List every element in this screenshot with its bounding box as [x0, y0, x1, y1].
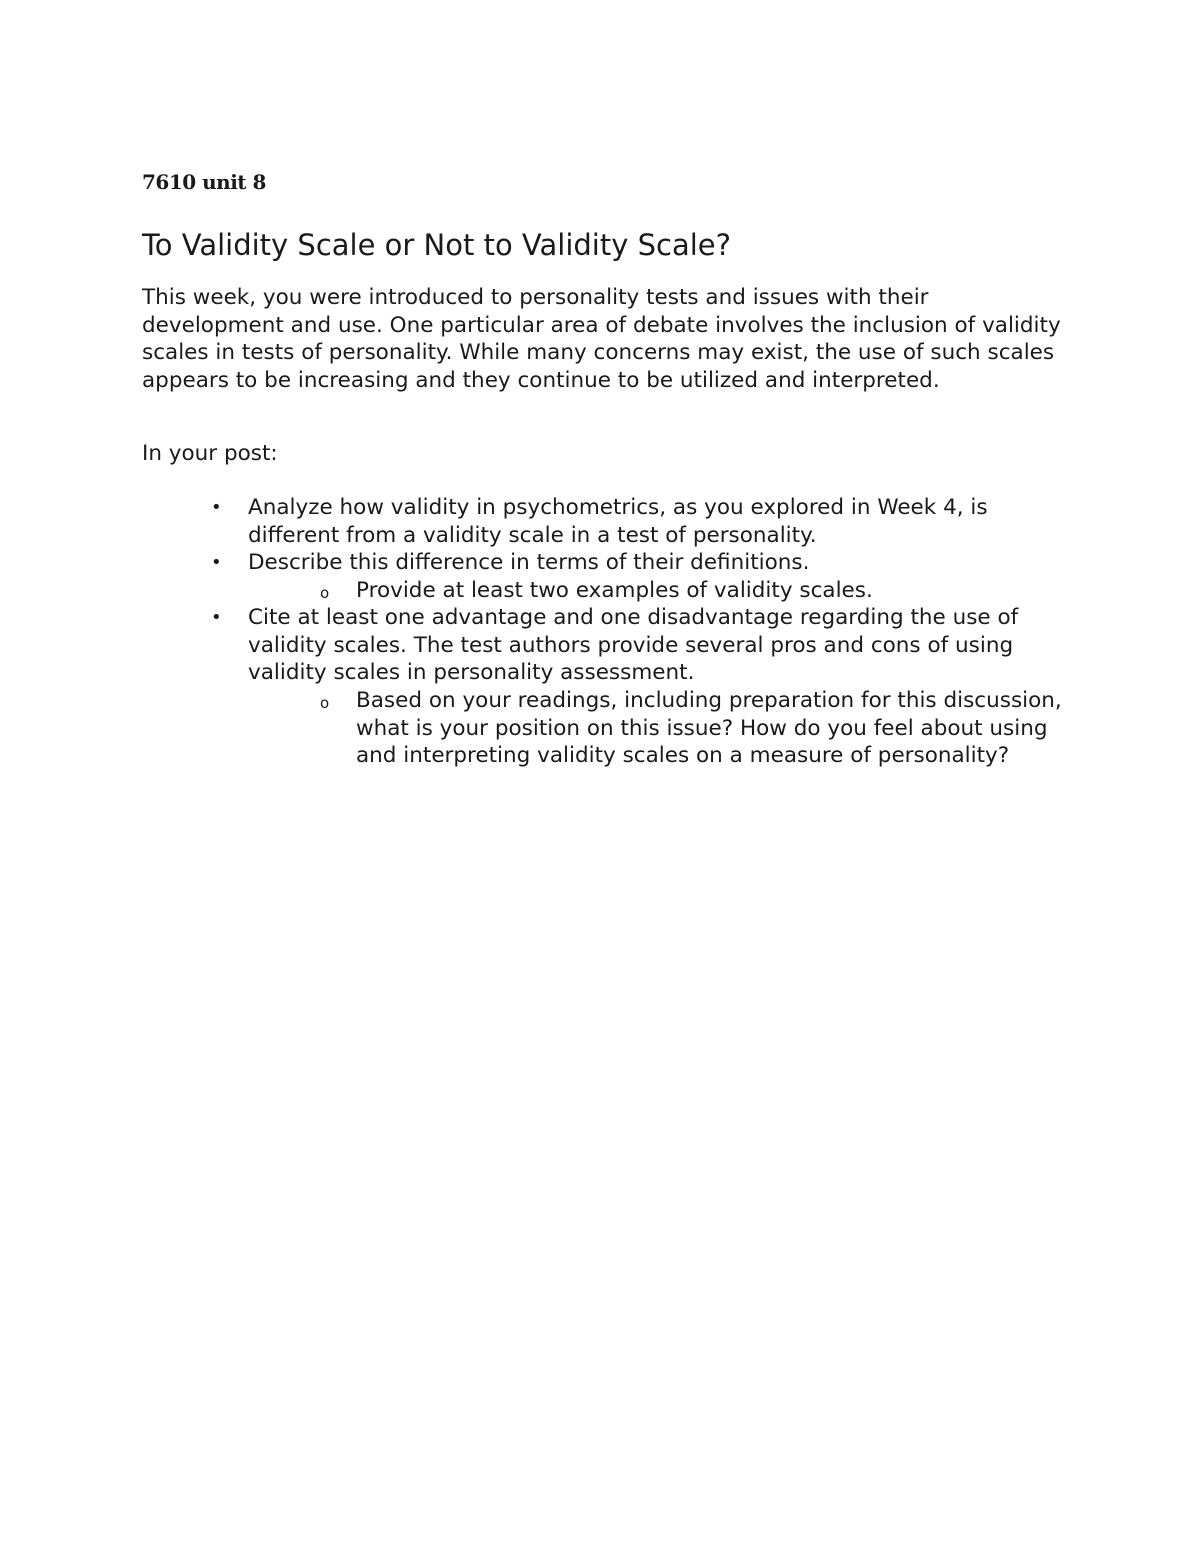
circle-bullet-icon: o: [320, 584, 330, 602]
sub-bullet-text: Provide at least two examples of validity scales.: [356, 578, 873, 603]
bullet-text: Analyze how validity in psychometrics, as you explored in Week 4, is different from a validity scale in a test of personality.: [248, 495, 988, 548]
intro-paragraph: This week, you were introduced to personality tests and issues with their development and use. One particular area of debate involves the inclusion of validity scales in tests of personality. While many concerns may exist, the use of such scales appears to be increasing and they continue to be utilized and interpreted.: [142, 285, 1061, 393]
course-code: 7610 unit 8: [142, 170, 266, 194]
document-title: To Validity Scale or Not to Validity Scale?: [142, 228, 732, 262]
bullet-icon: •: [211, 497, 222, 518]
bullet-icon: •: [211, 607, 222, 628]
circle-bullet-icon: o: [320, 694, 330, 712]
bullet-text: Cite at least one advantage and one disadvantage regarding the use of validity scales. The test authors provide several pros and cons of using validity scales in personality assessment.: [248, 605, 1019, 685]
prompt-label: In your post:: [142, 441, 278, 466]
bullet-text: Describe this difference in terms of their definitions.: [248, 550, 810, 575]
bullet-icon: •: [211, 552, 222, 573]
sub-bullet-text: Based on your readings, including preparation for this discussion, what is your position on this issue? How do you feel about using and interpreting validity scales on a measure of personality?: [356, 688, 1062, 768]
